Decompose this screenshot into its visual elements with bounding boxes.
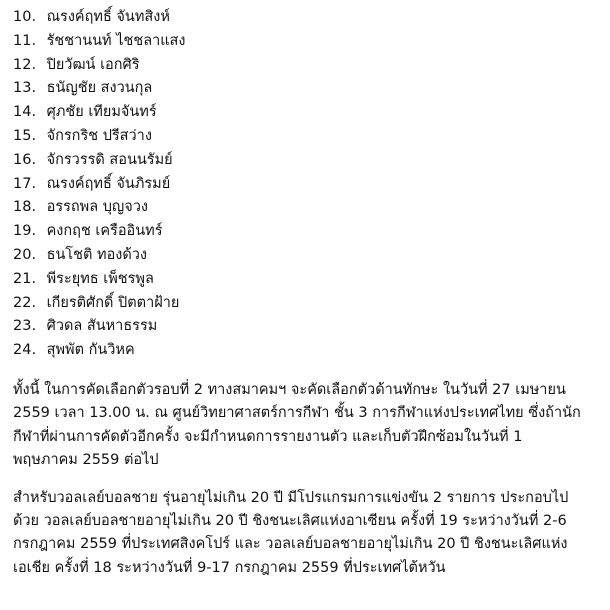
paragraph-line: เอเชีย ครั้งที่ 18 ระหว่างวันที่ 9-17 กรกฎาคม 2559 ที่ประเทศไต้หวัน xyxy=(13,559,446,576)
list-item xyxy=(13,125,596,149)
list-item-name: คงกฤช เครืออินทร์ xyxy=(46,223,163,240)
list-item-number: 18. xyxy=(13,199,37,216)
list-item-name: เกียรติศักดิ์ ปิตตาฝ้าย xyxy=(46,294,180,311)
list-item-name: รัชชานนท์ ไชชลาแสง xyxy=(46,32,186,49)
paragraph-line: สำหรับวอลเลย์บอลชาย รุ่นอายุไม่เกิน 20 ปี มีโปรแกรมการแข่งขัน 2 รายการ ประกอบไป xyxy=(13,489,569,506)
list-item-number: 20. xyxy=(13,246,37,263)
list-item-number: 11. xyxy=(13,32,37,49)
list-item-name: ณรงค์ฤทธิ์ จันภิรมย์ xyxy=(46,175,171,192)
player-name-list xyxy=(13,6,596,363)
list-item xyxy=(13,268,596,292)
list-item-name: ณรงค์ฤทธิ์ จันทสิงห์ xyxy=(46,9,170,25)
list-item-name: จักรวรรดิ สอนนรัมย์ xyxy=(46,151,173,168)
list-item-number: 19. xyxy=(13,223,37,240)
list-item-number: 10. xyxy=(13,9,37,25)
paragraph-line: 2559 เวลา 13.00 น. ณ ศูนย์วิทยาศาสตร์การกีฬา ชั้น 3 การกีฬาแห่งประเทศไทย ซึ่งถ้านัก xyxy=(13,405,581,422)
list-item xyxy=(13,54,596,78)
list-item xyxy=(13,220,596,244)
list-item-number: 14. xyxy=(13,104,37,121)
list-item-name: สุพพัต กันวิหค xyxy=(46,342,135,359)
list-item xyxy=(13,173,596,197)
list-item xyxy=(13,30,596,54)
list-item-name: ศิวดล สันหาธรรม xyxy=(46,318,158,335)
list-item xyxy=(13,339,596,363)
list-item-number: 21. xyxy=(13,270,37,287)
list-item-number: 17. xyxy=(13,175,37,192)
list-item-name: ธนโชติ ทองด้วง xyxy=(46,246,148,263)
paragraph-line: ด้วย วอลเลย์บอลชายอายุไม่เกิน 20 ปี ชิงชนะเลิศแห่งอาเซียน ครั้งที่ 19 ระหว่างวันที่ 2-6 xyxy=(13,512,567,529)
list-item xyxy=(13,244,596,268)
list-item-name: อรรถพล บุญจวง xyxy=(46,199,149,216)
list-item xyxy=(13,6,596,30)
paragraph-line: กีฬาที่ผ่านการคัดตัวอีกครั้ง จะมีกำหนดการรายงานตัว และเก็บตัวฝึกซ้อมในวันที่ 1 xyxy=(13,428,523,445)
list-item-number: 12. xyxy=(13,56,37,73)
paragraph-line: กรกฎาคม 2559 ที่ประเทศสิงคโปร์ และ วอลเลย์บอลชายอายุไม่เกิน 20 ปี ชิงชนะเลิศแห่ง xyxy=(13,536,568,553)
selection-schedule-paragraph xyxy=(13,379,596,473)
list-item-number: 13. xyxy=(13,80,37,97)
list-item-number: 23. xyxy=(13,318,37,335)
competition-program-paragraph xyxy=(13,487,596,581)
list-item-name: จักรกริช ปรีสว่าง xyxy=(46,127,152,144)
list-item-number: 15. xyxy=(13,127,37,144)
list-item-number: 16. xyxy=(13,151,37,168)
paragraph-line: พฤษภาคม 2559 ต่อไป xyxy=(13,452,159,469)
list-item xyxy=(13,101,596,125)
list-item xyxy=(13,315,596,339)
list-item xyxy=(13,77,596,101)
section-spacer xyxy=(13,363,596,379)
list-item xyxy=(13,196,596,220)
list-item-number: 22. xyxy=(13,294,37,311)
list-item-name: ปิยวัฒน์ เอกศิริ xyxy=(46,56,140,73)
list-item-name: พีระยุทธ เพ็ชรพูล xyxy=(46,270,154,287)
section-spacer xyxy=(13,473,596,487)
paragraph-line: ทั้งนี้ ในการคัดเลือกตัวรอบที่ 2 ทางสมาคมฯ จะคัดเลือกตัวด้านทักษะ ในวันที่ 27 เมษายน xyxy=(13,381,566,398)
list-item xyxy=(13,292,596,316)
list-item-number: 24. xyxy=(13,342,37,359)
list-item-name: ธนัญชัย สงวนกุล xyxy=(46,80,153,97)
list-item xyxy=(13,149,596,173)
list-item-name: ศุภชัย เทียมจันทร์ xyxy=(46,104,157,121)
